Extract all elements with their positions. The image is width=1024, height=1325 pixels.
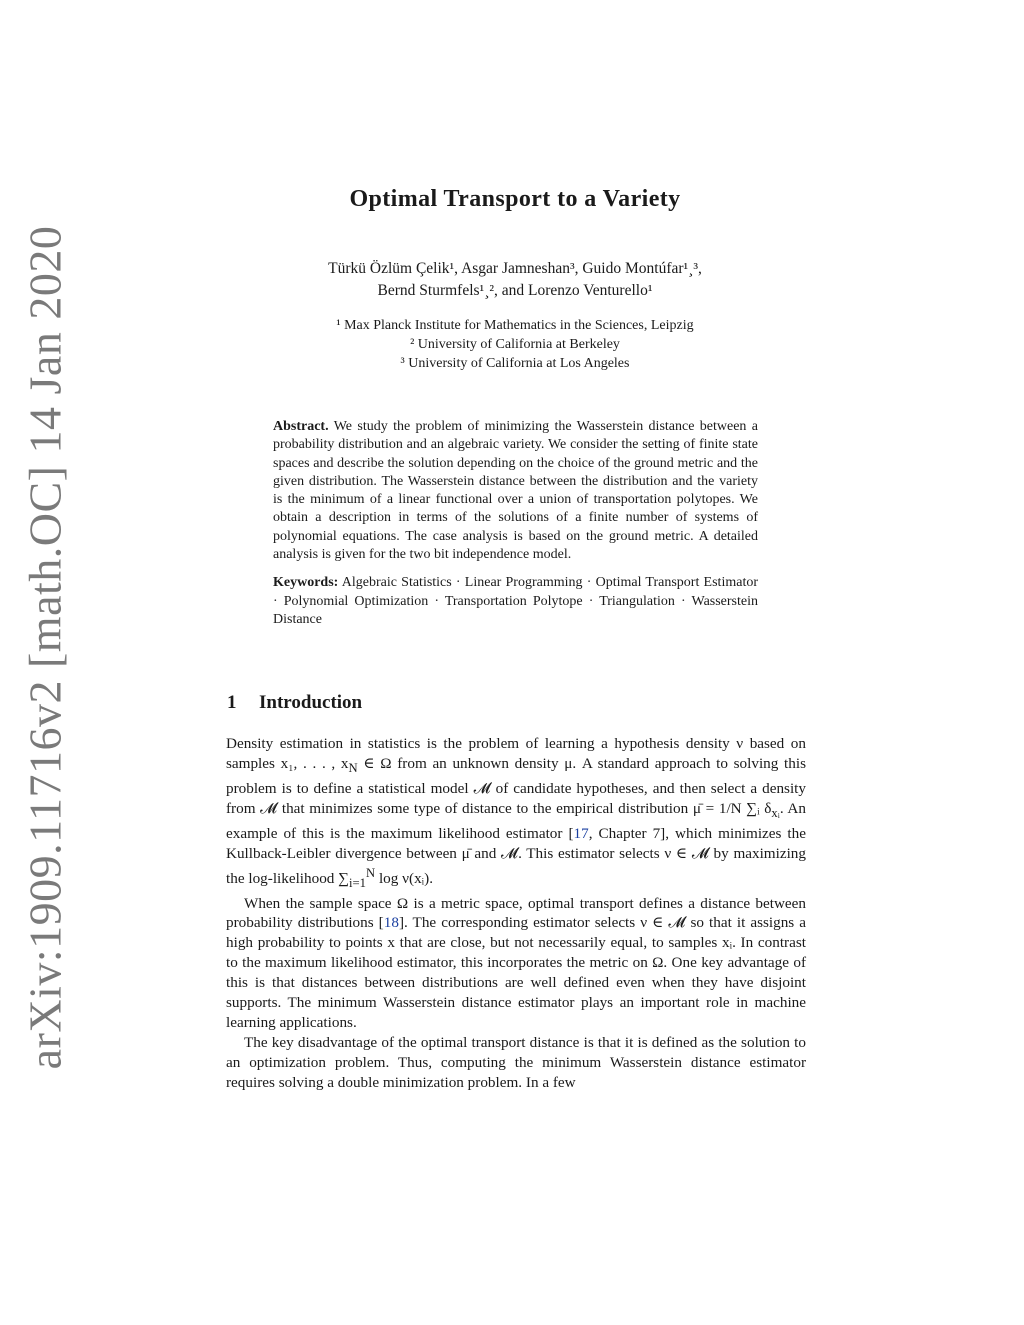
keywords-label: Keywords: [273, 575, 339, 591]
p1-model-symbol: 𝓜 [473, 779, 491, 797]
keywords-text: Algebraic Statistics · Linear Programming · Optimal Transport Estimator · Polynomial Optimization · Transportation Polytope · Triangulation · Wasserstein Distance [273, 575, 758, 627]
p1-fraction: 1/N ∑ᵢ δ [718, 799, 772, 817]
section-number: 1 [227, 692, 237, 713]
paper-title: Optimal Transport to a Variety [349, 186, 681, 212]
section-title: Introduction [259, 692, 363, 713]
keywords-paragraph [273, 574, 758, 629]
paragraph-1 [226, 734, 806, 894]
abstract-block [273, 418, 758, 629]
abstract-text: We study the problem of minimizing the Wasserstein distance between a probability distribution and an algebraic variety. We consider the setting of finite state spaces and describe the solution depending on the choice of the ground metric and the given distribution. The Wasserstein distance between the distribution and the variety is the minimum of a linear functional over a union of transportation polytopes. We obtain a description in terms of the solutions of a finite number of systems of polynomial equations. The case analysis is based on the ground metric. A detailed analysis is given for the two bit independence model. [273, 419, 758, 563]
author-line-2: Bernd Sturmfels¹¸², and Lorenzo Venturello¹ [377, 282, 653, 299]
author-list [0, 258, 1024, 302]
p1-fraction-sub: xᵢ [771, 805, 780, 820]
citation-18-link[interactable]: 18 [383, 914, 399, 932]
arxiv-side-stamp [10, 225, 80, 1070]
author-line-1: Türkü Özlüm Çelik¹, Asgar Jamneshan³, Guido Montúfar¹¸³, [328, 260, 702, 277]
paragraph-2 [226, 894, 806, 1033]
p1-text-a: Density estimation in statistics is the problem of learning a hypothesis density ν based on samples x₁, . . . , x [226, 735, 806, 772]
p1-sum-sub: i=1 [349, 875, 367, 890]
p1-sum-sup: N [366, 865, 376, 880]
arxiv-identifier: arXiv:1909.11716v2 [math.OC] 14 Jan 2020 [19, 225, 71, 1070]
p1-text-e: , Chapter 7], which minimizes the Kullback-Leibler divergence between μ̄ and 𝓜. This estimator selects ν ∈ 𝓜 by maximizing the log-likelihood ∑ [226, 824, 806, 887]
section-heading [227, 692, 807, 714]
p1-text-d: . An example of this is the maximum likelihood estimator [ [226, 799, 806, 842]
body-text [226, 734, 806, 1093]
affiliation-1: ¹ Max Planck Institute for Mathematics in the Sciences, Leipzig [336, 318, 694, 333]
affiliation-2: ² University of California at Berkeley [410, 337, 620, 352]
p1-sub-n: N [348, 760, 358, 775]
affiliations [0, 316, 1024, 373]
abstract-label: Abstract. [273, 419, 329, 434]
p1-text-f: log ν(xᵢ). [375, 869, 434, 887]
p2-text-a: When the sample space Ω is a metric space, optimal transport defines a distance between probability distributions [ [226, 894, 806, 932]
p1-text-b: ∈ Ω from an unknown density μ. A standard approach to solving this problem is to define a statistical model [226, 754, 806, 797]
abstract-paragraph [273, 418, 758, 564]
p1-text-c: of candidate hypotheses, and then select a density from 𝓜 that minimizes some type of distance to the empirical distribution μ̄ = [226, 779, 806, 817]
paragraph-3: The key disadvantage of the optimal transport distance is that it is defined as the solution to an optimization problem. Thus, computing the minimum Wasserstein distance estimator requires solving a double minimization problem. In a few [226, 1033, 806, 1091]
citation-17-link[interactable]: 17 [573, 824, 589, 842]
p2-text-b: ]. The corresponding estimator selects ν ∈ 𝓜 so that it assigns a high probability to points x that are close, but not necessarily equal, to samples xᵢ. In contrast to the maximum likelihood estimator, this incorporates the metric on Ω. One key advantage of this is that distances between distributions are well defined even when they have disjoint supports. The minimum Wasserstein distance estimator plays an important role in machine learning applications. [226, 914, 807, 1031]
affiliation-3: ³ University of California at Los Angeles [400, 356, 630, 371]
